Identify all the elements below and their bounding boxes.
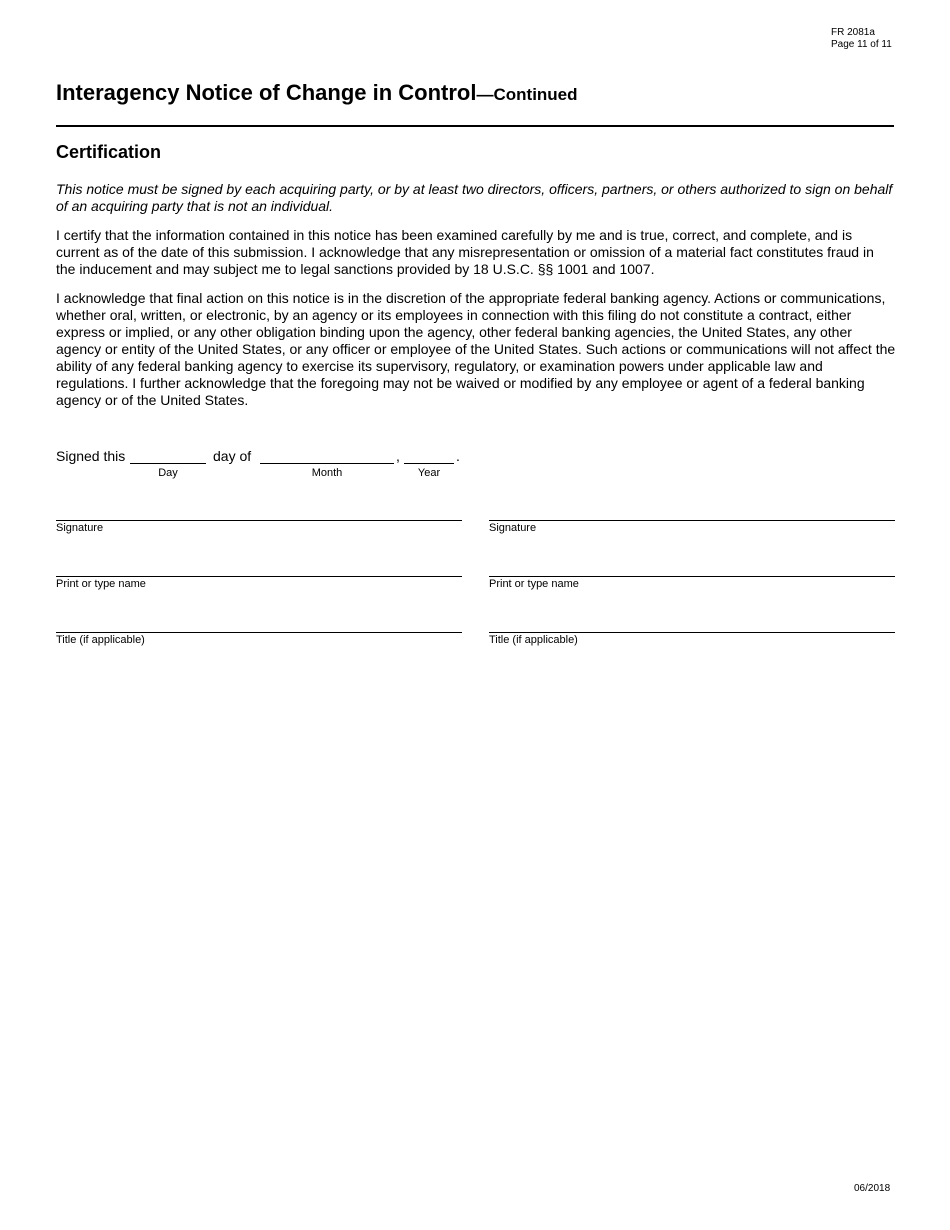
signature-line[interactable] [489,520,895,521]
form-number: FR 2081a [831,27,875,38]
month-label: Month [311,467,343,479]
certification-paragraph: I certify that the information contained in this notice has been examined carefully by me and is true, correct, and complete, and is current as of the date of this submission. I acknowledge that any misrepresentation or omission of a material fact constitutes fraud in the inducement and may subject me to legal sanctions provided by 18 U.S.C. §§ 1001 and 1007. [56,227,874,277]
signed-this-label: Signed this [56,448,126,464]
date-period: . [456,448,460,464]
signature-label: Signature [56,522,104,534]
day-of-label: day of [213,448,252,464]
page-title [56,80,578,108]
day-label: Day [158,467,178,479]
title-main: Interagency Notice of Change in Control [56,80,477,105]
year-field[interactable] [404,463,454,464]
print-name-label: Print or type name [489,578,579,590]
signature-line[interactable] [56,520,462,521]
title-label: Title (if applicable) [56,634,145,646]
title-line[interactable] [489,632,895,633]
day-field[interactable] [130,463,206,464]
year-label: Year [417,467,441,479]
signed-date-line [56,448,476,488]
title-label: Title (if applicable) [489,634,578,646]
month-field[interactable] [260,463,394,464]
date-comma: , [396,448,400,464]
print-name-line[interactable] [56,576,462,577]
acknowledgement-paragraph: I acknowledge that final action on this notice is in the discretion of the appropriate federal banking agency. Actions or communications, whether oral, written, or electronic, by an agency or its employees in connection with this filing do not constitute a contract, either express or implied, or any other obligation binding upon the agency, other federal banking agencies, the United States, any other agency or entity of the United States, or any officer or employee of the United States. Such actions or communications will not affect the ability of any federal banking agency to exercise its supervisory, regulatory, or examination powers under applicable law and regulations. I further acknowledge that the foregoing may not be waived or modified by any employee or agent of a federal banking agency or of the United States. [56,290,896,408]
section-heading-certification: Certification [56,142,162,162]
page-number: Page 11 of 11 [831,39,892,50]
form-identifier [831,27,892,51]
title-continued: —Continued [476,85,578,104]
print-name-label: Print or type name [56,578,146,590]
title-line[interactable] [56,632,462,633]
revision-date: 06/2018 [854,1183,891,1194]
signature-label: Signature [489,522,537,534]
intro-instruction: This notice must be signed by each acquiring party, or by at least two directors, officers, partners, or others authorized to sign on behalf of an acquiring party that is not an individual. [56,181,893,214]
title-divider [56,125,894,127]
print-name-line[interactable] [489,576,895,577]
